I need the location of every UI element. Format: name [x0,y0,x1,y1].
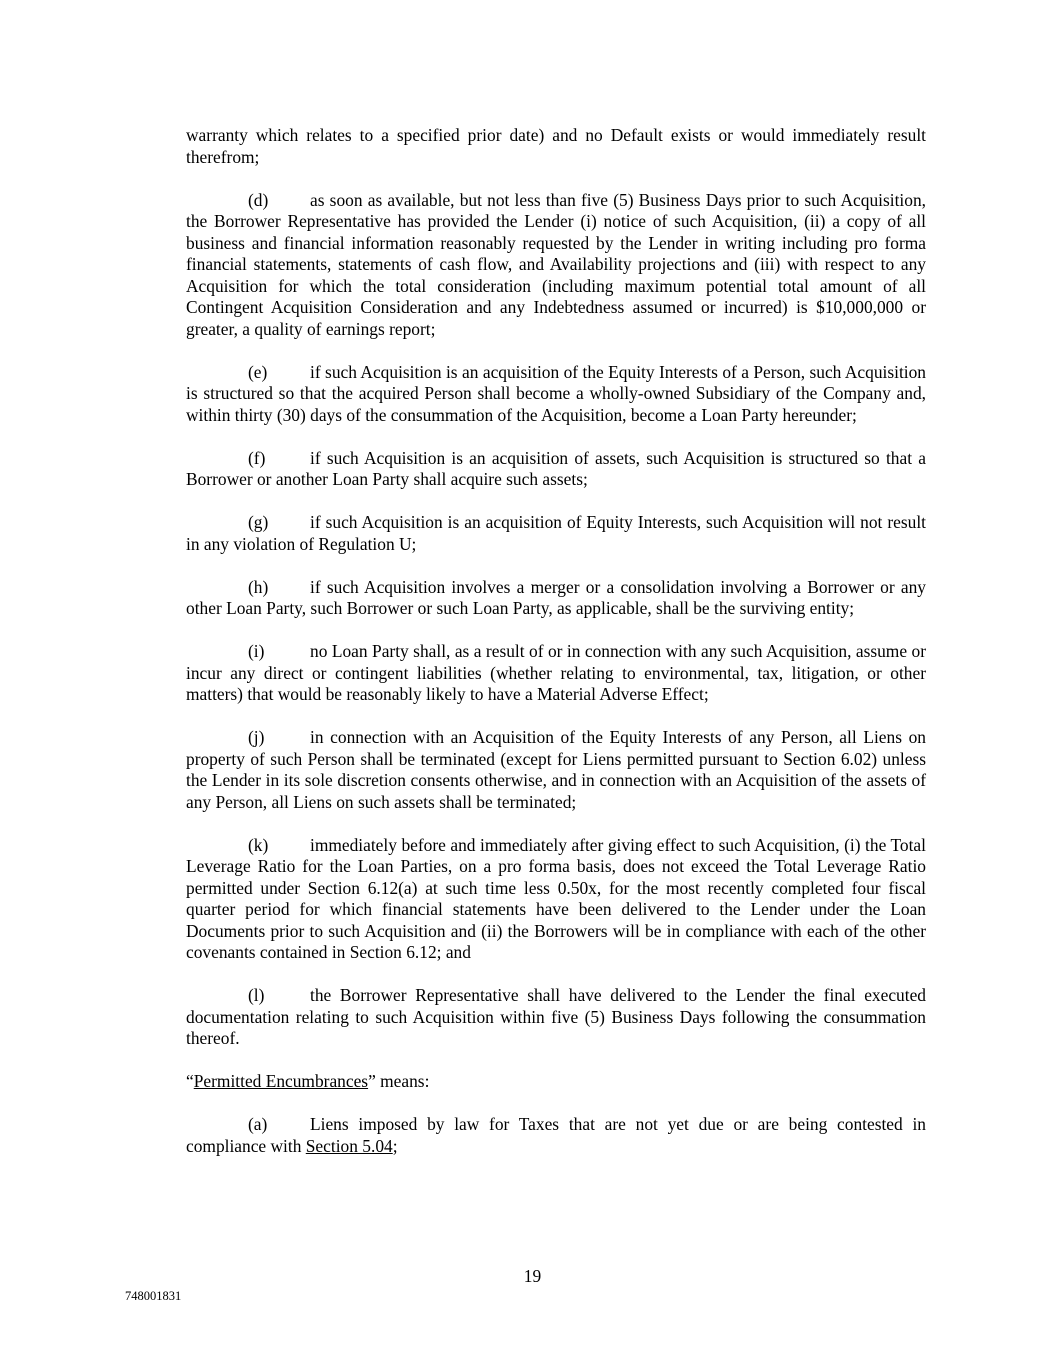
clause-text: if such Acquisition is an acquisition of assets, such Acquisition is structured so that a Borrower or another Loan Party shall acquire such assets; [186,447,926,489]
clause-label: (h) [248,576,269,597]
clause-g [186,512,926,555]
section-reference: Section 5.04 [305,1135,393,1156]
clause-d [186,190,926,341]
clause-text: if such Acquisition is an acquisition of Equity Interests, such Acquisition will not result in any violation of Regulation U; [186,512,926,554]
clause-l [186,985,926,1050]
clause-label: (f) [248,447,266,468]
clause-f [186,448,926,491]
clause-k [186,835,926,964]
intro-paragraph: warranty which relates to a specified prior date) and no Default exists or would immediately result therefrom; [186,125,926,167]
clause-a [186,1114,926,1157]
clause-h [186,577,926,620]
clause-text: the Borrower Representative shall have delivered to the Lender the final executed documentation relating to such Acquisition within five (5) Business Days following the consummation thereof. [186,985,926,1048]
clause-text: in connection with an Acquisition of the Equity Interests of any Person, all Liens on property of such Person shall be terminated (except for Liens permitted pursuant to Section 6.02) unless the Lender in its sole discretion consents otherwise, and in connection with an Acquisition of the assets of any Person, all Liens on such assets shall be terminated; [186,727,926,812]
document-body [186,125,926,1179]
clause-text: if such Acquisition is an acquisition of the Equity Interests of a Person, such Acquisition is structured so that the acquired Person shall become a wholly-owned Subsidiary of the Company and, within thirty (30) days of the consummation of the Acquisition, become a Loan Party hereunder; [186,361,926,425]
clause-text: no Loan Party shall, as a result of or in connection with any such Acquisition, assume or incur any direct or contingent liabilities (whether relating to environmental, tax, litigation, or other matters) that would be reasonably likely to have a Material Adverse Effect; [186,641,926,704]
clause-text: immediately before and immediately after giving effect to such Acquisition, (i) the Total Leverage Ratio for the Loan Parties, on a pro forma basis, does not exceed the Total Leverage Ratio permitted under Section 6.12(a) at such time less 0.50x, for the most recently completed four fiscal quarter period for which financial statements have been delivered to the Lender under the Loan Documents prior to such Acquisition and (ii) the Borrowers will be in compliance with each of the other covenants contained in Section 6.12; and [186,834,926,962]
clause-label: (i) [248,641,265,661]
definition-heading [186,1071,926,1093]
clause-label: (g) [248,512,269,532]
clause-label: (l) [248,985,265,1005]
defined-term: Permitted Encumbrances [193,1071,369,1091]
document-id: 748001831 [125,1289,182,1303]
clause-text: Liens imposed by law for Taxes that are not yet due or are being contested in compliance with [186,1114,926,1156]
clause-label: (j) [248,727,265,747]
clause-label: (e) [248,361,268,382]
definition-suffix: ” means: [368,1071,430,1091]
clause-label: (a) [248,1114,268,1134]
clause-text: as soon as available, but not less than five (5) Business Days prior to such Acquisition, the Borrower Representative has provided the Lender (i) notice of such Acquisition, (ii) a copy of all business and financial information reasonably requested by the Lender in writing including pro forma financial statements, statements of cash flow, and Availability projections and (iii) with respect to any Acquisition for which the total consideration (including maximum potential total amount of all Contingent Acquisition Consideration and any Indebtedness assumed or incurred) is $10,000,000 or greater, a quality of earnings report; [186,189,926,339]
page-number: 19 [523,1266,542,1286]
clause-i [186,641,926,706]
clause-text-end: ; [392,1135,398,1156]
clause-label: (d) [248,189,269,210]
open-quote: “ [186,1071,194,1091]
clause-label: (k) [248,834,269,855]
clause-e [186,362,926,427]
clause-j [186,727,926,813]
clause-text: if such Acquisition involves a merger or a consolidation involving a Borrower or any other Loan Party, such Borrower or such Loan Party, as applicable, shall be the surviving entity; [186,576,926,618]
